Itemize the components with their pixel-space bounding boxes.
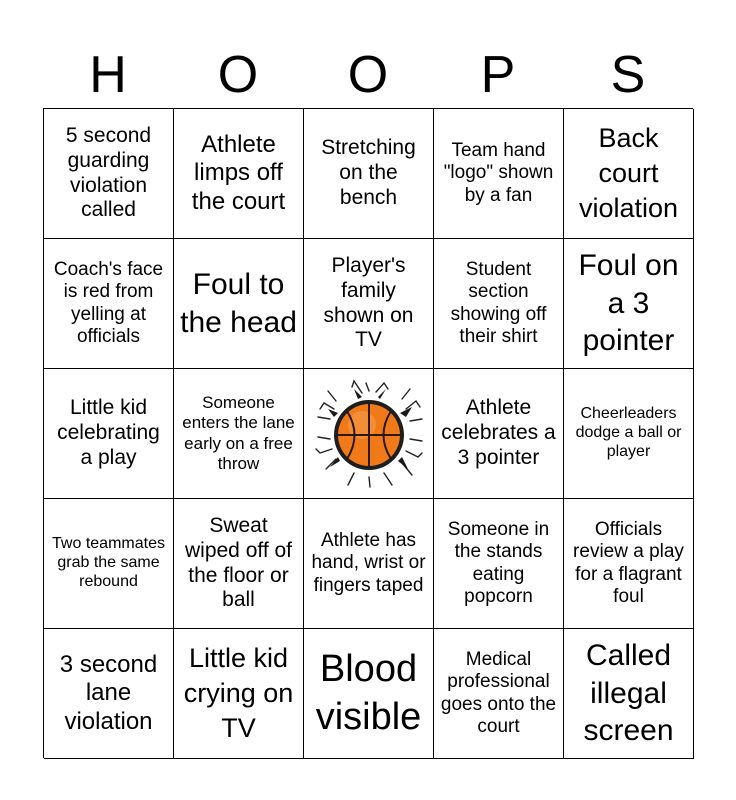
bingo-cell[interactable] (44, 369, 174, 499)
bingo-cell[interactable] (44, 629, 174, 759)
cell-text: Little kid celebrating a play (57, 396, 160, 469)
cell-text: Officials review a play for a flagrant foul (573, 518, 684, 607)
bingo-header (43, 42, 693, 108)
cell-text: Student section showing off their shirt (450, 258, 547, 347)
bingo-grid (43, 108, 693, 758)
header-letter-o2: O (347, 46, 389, 104)
cell-text: Foul to the head (180, 268, 297, 339)
free-space-cell[interactable] (304, 369, 434, 499)
bingo-cell[interactable] (564, 239, 694, 369)
bingo-cell[interactable] (304, 239, 434, 369)
bingo-cell[interactable] (174, 369, 304, 499)
bingo-cell[interactable] (44, 499, 174, 629)
cell-text: Team hand "logo" shown by a fan (443, 139, 554, 206)
bingo-cell[interactable] (44, 109, 174, 239)
bingo-cell[interactable] (174, 109, 304, 239)
cell-text: Athlete celebrates a 3 pointer (441, 396, 556, 469)
bingo-cell[interactable] (564, 629, 694, 759)
bingo-cell[interactable] (564, 369, 694, 499)
cell-text: Coach's face is red from yelling at officials (53, 258, 164, 347)
bingo-cell[interactable] (434, 109, 564, 239)
cell-text: Blood visible (315, 648, 422, 738)
cell-text: Someone enters the lane early on a free throw (182, 393, 295, 473)
cell-text: Athlete limps off the court (191, 131, 286, 215)
bingo-cell[interactable] (564, 499, 694, 629)
header-letter-s: S (610, 46, 646, 104)
cell-text: Stretching on the bench (321, 136, 416, 209)
cell-text: Athlete has hand, wrist or fingers taped (311, 529, 426, 596)
cell-text: Back court violation (578, 122, 679, 224)
cell-text: Sweat wiped off of the floor or ball (184, 513, 293, 612)
bingo-cell[interactable] (174, 239, 304, 369)
cell-text: Cheerleaders dodge a ball or player (575, 405, 682, 460)
header-letter-h: H (89, 46, 127, 104)
cell-text: Someone in the stands eating popcorn (447, 518, 550, 607)
bingo-cell[interactable] (434, 499, 564, 629)
header-letter-o1: O (217, 46, 259, 104)
basketball-bursting-through-wall-icon (314, 379, 424, 489)
bingo-cell[interactable] (434, 239, 564, 369)
cell-text: Player's family shown on TV (323, 253, 414, 352)
bingo-cell[interactable] (434, 629, 564, 759)
bingo-cell[interactable] (564, 109, 694, 239)
cell-text: Little kid crying on TV (183, 642, 294, 744)
cell-text: 3 second lane violation (59, 651, 158, 735)
cell-text: Called illegal screen (583, 639, 674, 748)
cell-text: Medical professional goes onto the court (440, 648, 557, 737)
bingo-cell[interactable] (174, 629, 304, 759)
bingo-cell[interactable] (304, 629, 434, 759)
cell-text: Two teammates grab the same rebound (52, 535, 165, 590)
bingo-cell[interactable] (434, 369, 564, 499)
bingo-cell[interactable] (174, 499, 304, 629)
cell-text: 5 second guarding violation called (65, 123, 152, 222)
header-letter-p: P (480, 46, 516, 104)
bingo-cell[interactable] (304, 499, 434, 629)
cell-text: Foul on a 3 pointer (578, 249, 679, 358)
bingo-cell[interactable] (44, 239, 174, 369)
bingo-cell[interactable] (304, 109, 434, 239)
